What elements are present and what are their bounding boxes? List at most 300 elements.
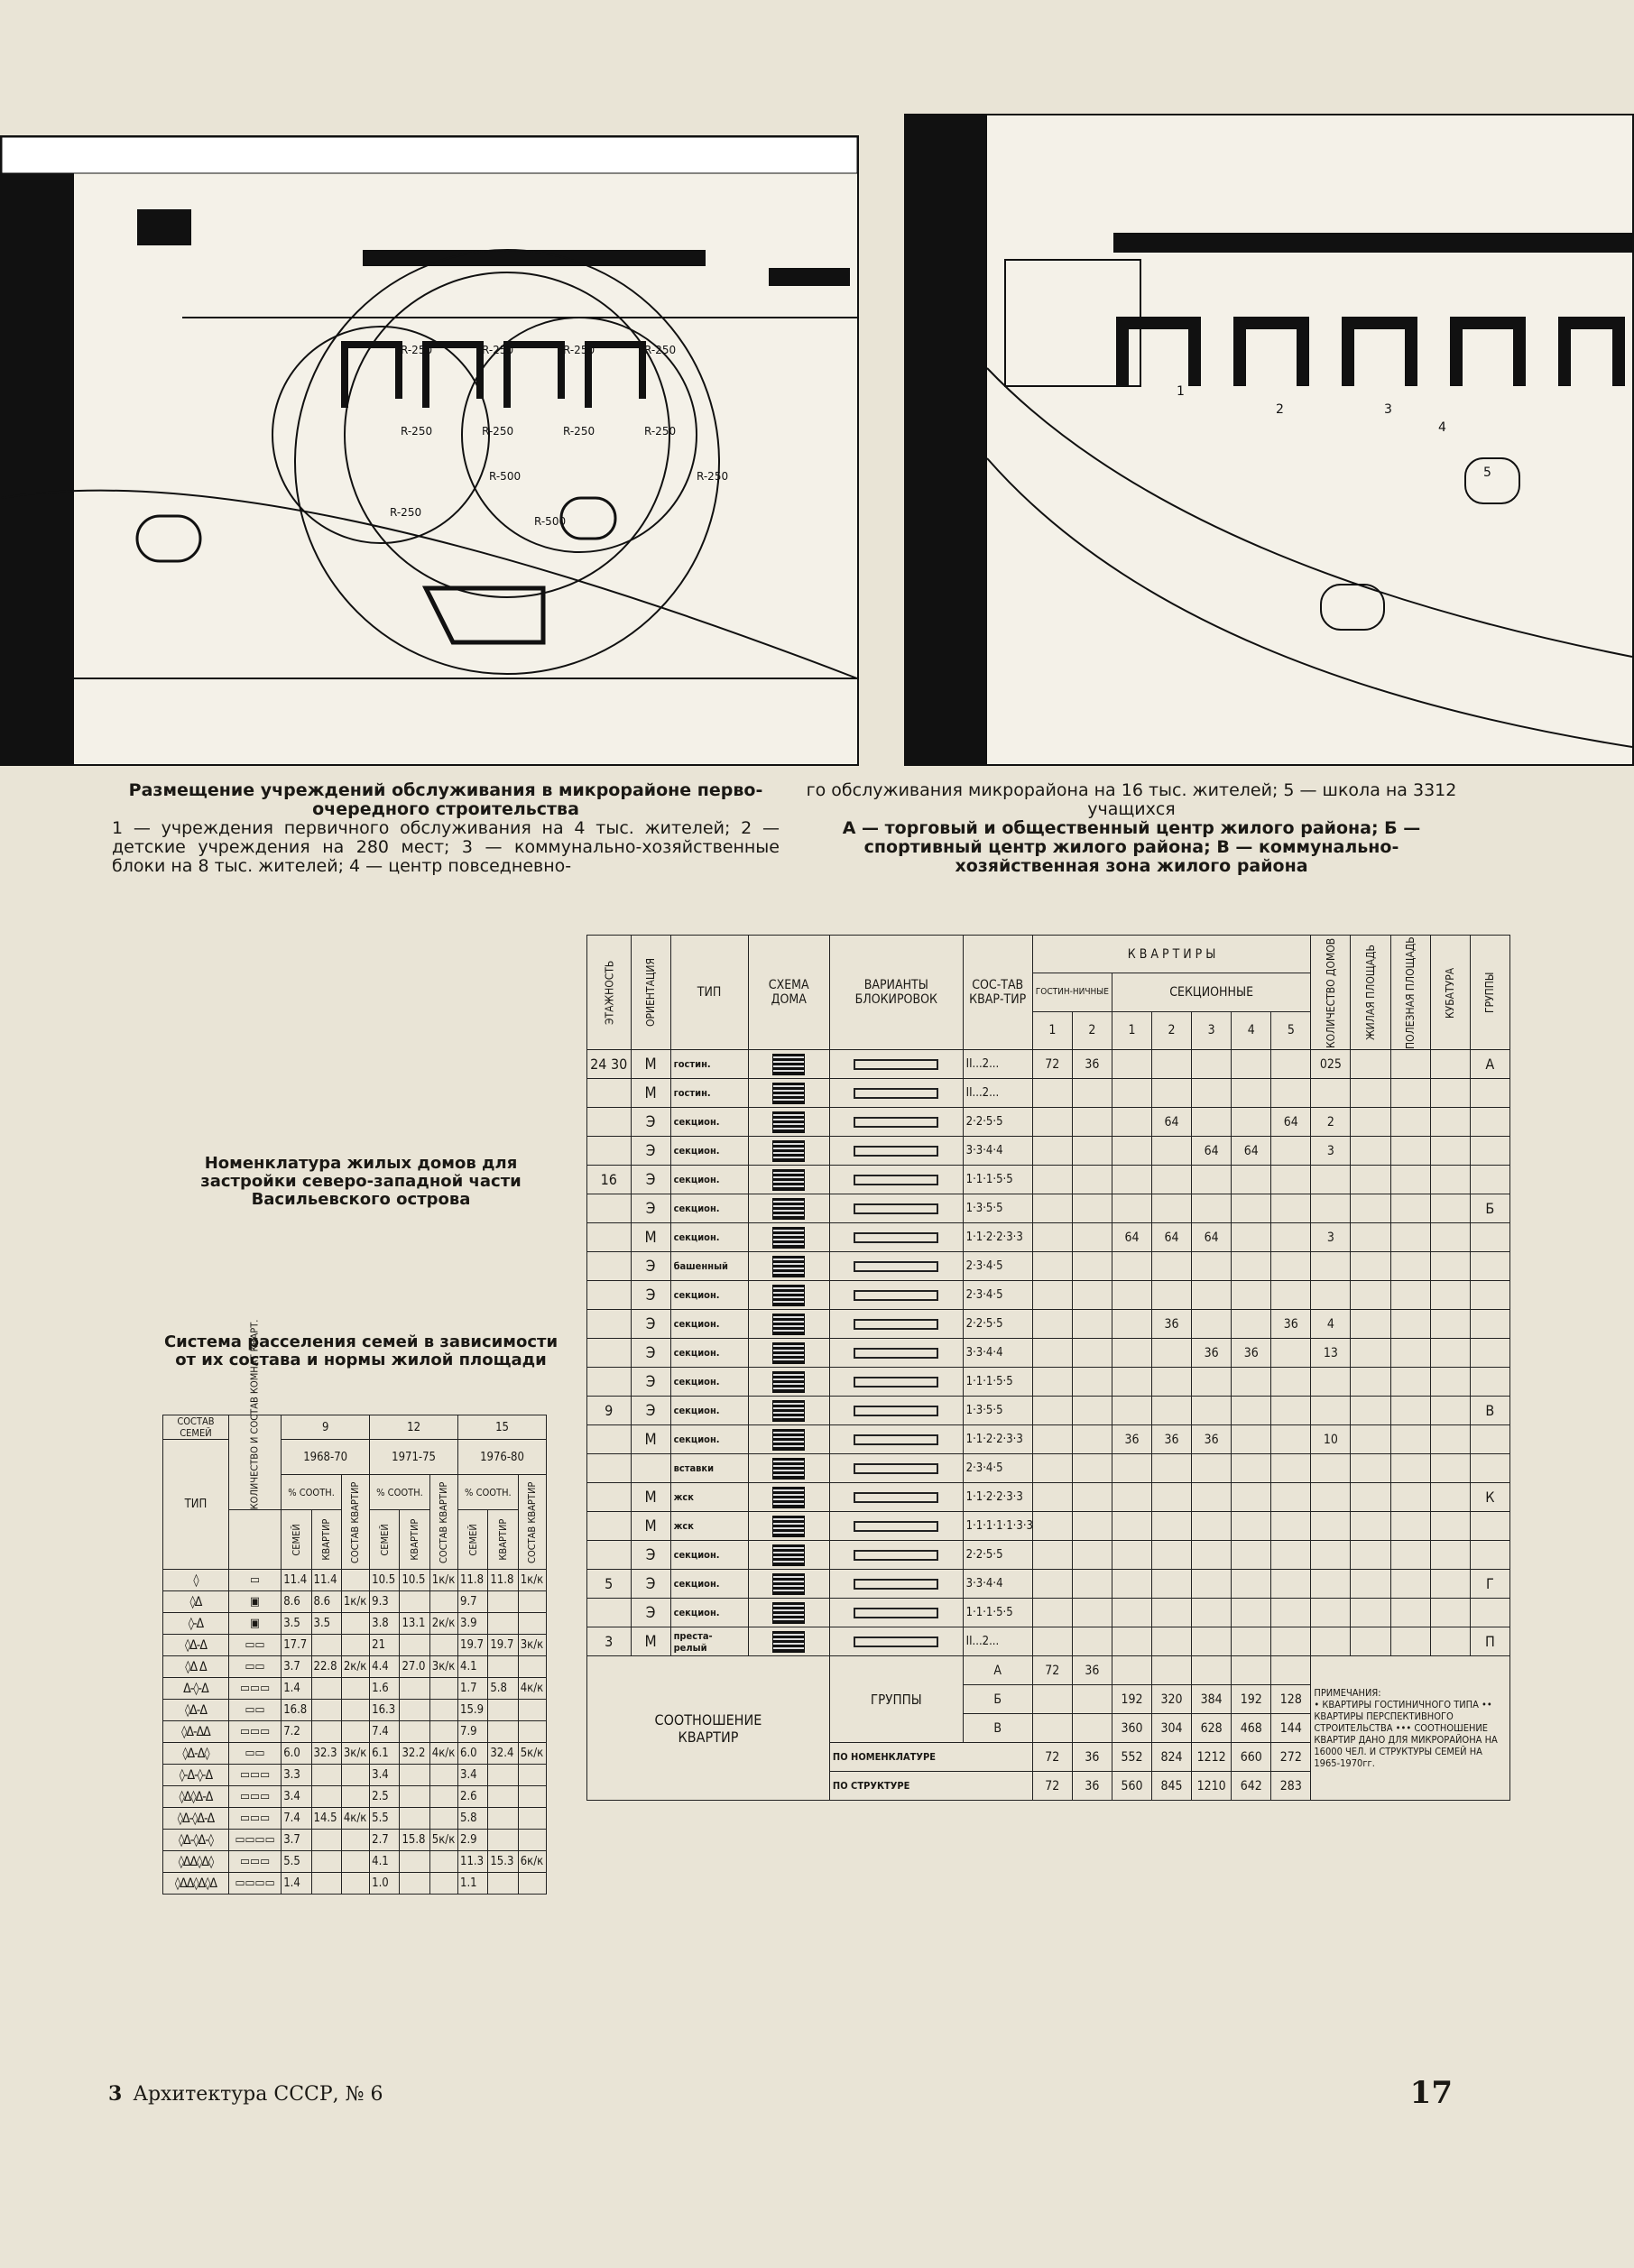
flats-cell [1271,1599,1311,1627]
flats-cell [1192,1252,1232,1281]
family-symbol: ◊ΔΔ◊Δ◊ [163,1851,229,1873]
header-families: СЕМЕЙ [370,1510,400,1570]
table-cell [488,1656,518,1678]
count-cell: 3 [1311,1223,1351,1252]
flats-cell [1072,1223,1112,1252]
orientation-cell: М [631,1050,670,1079]
table-cell [518,1873,546,1895]
table-cell: 5.8 [488,1678,518,1700]
flats-cell: 36 [1271,1310,1311,1339]
flats-cell [1232,1627,1271,1656]
scheme-cell [748,1310,829,1339]
type-cell: секцион. [670,1194,748,1223]
flats-cell [1112,1050,1151,1079]
cubature-cell [1430,1454,1470,1483]
family-symbol: ◊Δ-◊Δ-◊ [163,1830,229,1851]
radius-label: R-250 [390,506,422,519]
variant-cell [829,1599,963,1627]
ratio-cell [1032,1685,1072,1714]
type-cell: секцион. [670,1108,748,1137]
useful-area-cell [1390,1368,1430,1397]
radius-label: R-250 [697,470,729,483]
type-cell: гостин. [670,1079,748,1108]
group-cell [1470,1079,1509,1108]
table-row [587,1137,1510,1166]
flats-cell [1271,1425,1311,1454]
variant-cell [829,1483,963,1512]
table-cell: 2к/к [429,1613,457,1635]
block-plan-icon [854,1146,938,1157]
flats-cell [1152,1137,1192,1166]
composition-cell: 2·3·4·5 [963,1252,1032,1281]
header-section: СЕКЦИОННЫЕ [1112,973,1310,1011]
count-cell [1311,1512,1351,1541]
table-cell: 8.6 [311,1591,341,1613]
table-cell: 4.1 [458,1656,488,1678]
ratio-cell: 36 [1072,1772,1112,1801]
table-cell: 32.2 [400,1743,429,1765]
flats-cell [1152,1079,1192,1108]
composition-cell: 1·1·1·5·5 [963,1599,1032,1627]
ratio-row-label: ПО НОМЕНКЛАТУРЕ [829,1743,1032,1772]
composition-cell: 1·1·1·5·5 [963,1368,1032,1397]
flats-cell: 64 [1152,1108,1192,1137]
count-cell: 10 [1311,1425,1351,1454]
header-variants: ВАРИАНТЫ БЛОКИРОВОК [829,936,963,1050]
orientation-cell: Э [631,1108,670,1137]
cubature-cell [1430,1079,1470,1108]
table-cell [518,1786,546,1808]
flats-cell [1192,1368,1232,1397]
flats-cell: 72 [1032,1050,1072,1079]
family-symbol: ◊Δ-◊Δ-Δ [163,1808,229,1830]
useful-area-cell [1390,1194,1430,1223]
building-icon [772,1429,805,1451]
table-cell: 1.4 [282,1873,311,1895]
table-cell: 2.5 [370,1786,400,1808]
table-cell: 10.5 [370,1570,400,1591]
flats-cell: 64 [1192,1137,1232,1166]
building-icon [772,1342,805,1364]
useful-area-cell [1390,1425,1430,1454]
table-cell [400,1700,429,1721]
table-row [587,1570,1510,1599]
flats-cell [1271,1281,1311,1310]
ratio-cell: 824 [1152,1743,1192,1772]
flats-cell [1271,1627,1311,1656]
living-area-cell [1351,1166,1390,1194]
table-cell: 4.1 [370,1851,400,1873]
header-num: 4 [1232,1011,1271,1049]
useful-area-cell [1390,1570,1430,1599]
useful-area-cell [1390,1541,1430,1570]
scheme-cell [748,1397,829,1425]
type-cell: секцион. [670,1570,748,1599]
flats-cell [1192,1310,1232,1339]
header-period-norm: 12 [370,1415,458,1440]
flats-cell [1072,1194,1112,1223]
header-comp: СОСТАВ КВАРТИР [341,1475,369,1570]
flats-cell [1072,1079,1112,1108]
room-icon: ▭▭▭▭ [228,1830,281,1851]
orientation-cell: М [631,1483,670,1512]
table-cell [488,1786,518,1808]
table-cell [488,1613,518,1635]
composition-cell: 1·1·2·2·3·3 [963,1425,1032,1454]
flats-cell [1232,1310,1271,1339]
flats-cell [1192,1570,1232,1599]
living-area-cell [1351,1425,1390,1454]
flats-cell [1232,1397,1271,1425]
flats-cell [1072,1339,1112,1368]
room-icon: ▭▭▭ [228,1678,281,1700]
table-cell: 11.4 [282,1570,311,1591]
table-cell: 3.5 [311,1613,341,1635]
cubature-cell [1430,1050,1470,1079]
cubature-cell [1430,1194,1470,1223]
flats-cell [1232,1570,1271,1599]
flats-cell [1072,1397,1112,1425]
building-icon [772,1487,805,1508]
variant-cell [829,1166,963,1194]
flats-cell: 64 [1152,1223,1192,1252]
group-cell: А [1470,1050,1509,1079]
variant-cell [829,1454,963,1483]
header-family: СОСТАВ СЕМЕЙ [163,1415,229,1440]
orientation-cell: Э [631,1137,670,1166]
flats-cell [1112,1599,1151,1627]
table-cell [311,1765,341,1786]
variant-cell [829,1310,963,1339]
count-cell [1311,1194,1351,1223]
table-cell [400,1678,429,1700]
table-cell [518,1721,546,1743]
flats-cell [1232,1079,1271,1108]
table-cell: 27.0 [400,1656,429,1678]
group-cell [1470,1166,1509,1194]
flats-cell [1271,1050,1311,1079]
table-cell [341,1830,369,1851]
room-icon: ▭▭▭ [228,1786,281,1808]
flats-cell [1232,1166,1271,1194]
room-icon: ▣ [228,1591,281,1613]
flats-cell [1032,1310,1072,1339]
useful-area-cell [1390,1483,1430,1512]
useful-area-cell [1390,1252,1430,1281]
type-cell: гостин. [670,1050,748,1079]
flats-cell [1032,1079,1072,1108]
flats-cell [1072,1252,1112,1281]
table-cell: 4к/к [429,1743,457,1765]
flats-cell [1032,1397,1072,1425]
table-row [163,1613,547,1635]
flats-cell [1152,1454,1192,1483]
radius-label: R-250 [401,425,433,438]
header-living-area: ЖИЛАЯ ПЛОЩАДЬ [1351,936,1390,1050]
variant-cell [829,1281,963,1310]
radius-label: R-250 [644,344,677,356]
variant-cell [829,1627,963,1656]
useful-area-cell [1390,1512,1430,1541]
table-cell [341,1873,369,1895]
ratio-cell [1112,1656,1151,1685]
orientation-cell: М [631,1079,670,1108]
flats-cell [1072,1368,1112,1397]
table-row [163,1743,547,1765]
block-plan-icon [854,1203,938,1214]
table-cell: 1.1 [458,1873,488,1895]
flats-cell [1232,1108,1271,1137]
floors-cell: 9 [587,1397,632,1425]
building-icon [772,1516,805,1537]
flats-cell [1232,1194,1271,1223]
flats-cell [1271,1512,1311,1541]
useful-area-cell [1390,1223,1430,1252]
table-row [587,1454,1510,1483]
table-cell [400,1808,429,1830]
building-icon [772,1256,805,1277]
header-num: 1 [1032,1011,1072,1049]
table-cell [400,1591,429,1613]
flats-cell [1152,1397,1192,1425]
count-cell [1311,1454,1351,1483]
family-symbol: Δ-◊-Δ [163,1678,229,1700]
flats-cell [1152,1050,1192,1079]
group-cell [1470,1252,1509,1281]
floors-cell [587,1137,632,1166]
cubature-cell [1430,1252,1470,1281]
flats-cell [1271,1194,1311,1223]
ratio-cell: 72 [1032,1743,1072,1772]
flats-cell [1032,1627,1072,1656]
table-row [587,1281,1510,1310]
variant-cell [829,1368,963,1397]
ratio-row-label: ПО СТРУКТУРЕ [829,1772,1032,1801]
useful-area-cell [1390,1108,1430,1137]
flats-cell [1192,1627,1232,1656]
table-cell: 5к/к [429,1830,457,1851]
block-plan-icon [854,1608,938,1618]
table-row [163,1700,547,1721]
table-cell [518,1613,546,1635]
header-period-years: 1968-70 [282,1440,370,1475]
flats-cell [1032,1166,1072,1194]
composition-cell: 2·2·5·5 [963,1310,1032,1339]
ratio-cell: 128 [1271,1685,1311,1714]
room-icon: ▭▭ [228,1656,281,1678]
header-flats: КВАРТИР [488,1510,518,1570]
ratio-cell [1032,1714,1072,1743]
flats-cell [1271,1223,1311,1252]
flats-cell [1032,1368,1072,1397]
family-symbol: ◊Δ Δ [163,1656,229,1678]
flats-cell [1112,1397,1151,1425]
floors-cell: 16 [587,1166,632,1194]
header-type: ТИП [163,1440,229,1570]
footer-journal [108,2082,383,2106]
ratio-cell: 360 [1112,1714,1151,1743]
building-icon [772,1371,805,1393]
table-cell: 15.3 [488,1851,518,1873]
flats-cell [1152,1599,1192,1627]
flats-cell: 36 [1192,1339,1232,1368]
table-cell: 16.8 [282,1700,311,1721]
floors-cell [587,1281,632,1310]
block-plan-icon [854,1348,938,1359]
type-cell: секцион. [670,1397,748,1425]
ratio-label: СООТНОШЕНИЕ [654,1710,762,1729]
flats-cell [1192,1397,1232,1425]
count-cell: 2 [1311,1108,1351,1137]
table-row [587,1050,1510,1079]
ratio-cell [1232,1656,1271,1685]
family-symbol: ◊ [163,1570,229,1591]
flats-cell [1192,1454,1232,1483]
group-cell: Г [1470,1570,1509,1599]
scheme-cell [748,1050,829,1079]
block-plan-icon [854,1117,938,1128]
table-cell: 7.2 [282,1721,311,1743]
flats-cell [1192,1166,1232,1194]
table-cell [429,1591,457,1613]
table-row [587,1397,1510,1425]
floors-cell: 24 30 [587,1050,632,1079]
type-cell: секцион. [670,1166,748,1194]
table-row [163,1873,547,1895]
flats-cell [1152,1194,1192,1223]
building-icon [772,1573,805,1595]
flats-cell: 64 [1271,1108,1311,1137]
ratio-cell [1152,1656,1192,1685]
table-cell: 5.5 [282,1851,311,1873]
table-cell [311,1700,341,1721]
header-composition: СОС-ТАВ КВАР-ТИР [963,936,1032,1050]
count-cell [1311,1483,1351,1512]
header-rooms: КОЛИЧЕСТВО И СОСТАВ КОМНАТ КВАРТ. [228,1415,281,1510]
building-icon [772,1111,805,1133]
radius-label: R-250 [563,425,595,438]
header-type: ТИП [670,936,748,1050]
flats-cell [1232,1512,1271,1541]
table-cell: 21 [370,1635,400,1656]
flats-cell [1192,1079,1232,1108]
table-cell: 11.4 [311,1570,341,1591]
flats-cell [1032,1570,1072,1599]
header-pct: % СООТН. [282,1475,342,1510]
building-icon [772,1544,805,1566]
flats-cell [1072,1570,1112,1599]
variant-cell [829,1079,963,1108]
orientation-cell: Э [631,1570,670,1599]
flats-cell [1192,1050,1232,1079]
header-floors: ЭТАЖНОСТЬ [587,936,632,1050]
living-area-cell [1351,1194,1390,1223]
cubature-cell [1430,1223,1470,1252]
table-cell: 9.3 [370,1591,400,1613]
table-cell: 3.9 [458,1613,488,1635]
variant-cell [829,1137,963,1166]
flats-cell [1032,1425,1072,1454]
composition-cell: II...2... [963,1627,1032,1656]
plan-caption-right [792,781,1471,876]
table-row [587,1166,1510,1194]
table-cell: 2.6 [458,1786,488,1808]
flats-cell [1112,1627,1151,1656]
composition-cell: 2·3·4·5 [963,1454,1032,1483]
caption-continuation: го обслуживания микрорайона на 16 тыс. жителей; 5 — школа на 3312 учащихся [806,780,1457,819]
scheme-cell [748,1108,829,1137]
flats-cell [1032,1137,1072,1166]
table-cell [429,1851,457,1873]
plan-marker: 4 [1438,420,1446,435]
table-cell: 3к/к [429,1656,457,1678]
flats-cell [1152,1483,1192,1512]
room-icon: ▭▭▭ [228,1808,281,1830]
plan-marker: 3 [1384,402,1392,417]
flats-cell [1032,1483,1072,1512]
flats-cell [1112,1252,1151,1281]
caption-title: Размещение учреждений обслуживания в микрорайоне перво-очередного строительства [128,780,763,819]
family-symbol: ◊Δ-ΔΔ [163,1721,229,1743]
table-cell [429,1873,457,1895]
table-cell: 1.6 [370,1678,400,1700]
building-icon [772,1083,805,1104]
count-cell [1311,1166,1351,1194]
scheme-cell [748,1281,829,1310]
room-icon: ▣ [228,1613,281,1635]
table-row [587,1483,1510,1512]
type-cell: секцион. [670,1599,748,1627]
group-cell: Б [1470,1194,1509,1223]
table-row [587,1368,1510,1397]
flats-cell [1072,1599,1112,1627]
useful-area-cell [1390,1166,1430,1194]
flats-cell: 36 [1112,1425,1151,1454]
table-row [163,1591,547,1613]
flats-cell [1152,1570,1192,1599]
useful-area-cell [1390,1627,1430,1656]
group-cell: П [1470,1627,1509,1656]
flats-cell [1152,1281,1192,1310]
orientation-cell: М [631,1512,670,1541]
ratio-cell: 72 [1032,1656,1072,1685]
building-icon [772,1314,805,1335]
floors-cell [587,1454,632,1483]
living-area-cell [1351,1339,1390,1368]
header-num: 1 [1112,1011,1151,1049]
family-symbol: ◊-Δ [163,1613,229,1635]
orientation-cell: Э [631,1368,670,1397]
scheme-cell [748,1512,829,1541]
group-cell [1470,1599,1509,1627]
table-cell [311,1873,341,1895]
radius-label: R-500 [534,515,567,528]
flats-cell [1152,1541,1192,1570]
family-symbol: ◊-Δ-◊-Δ [163,1765,229,1786]
scheme-cell [748,1194,829,1223]
table-row [587,1599,1510,1627]
flats-cell [1072,1137,1112,1166]
table-cell: 1к/к [429,1570,457,1591]
ratio-cell [1192,1656,1232,1685]
ratio-cell: 552 [1112,1743,1151,1772]
table-row [163,1721,547,1743]
floors-cell [587,1310,632,1339]
block-plan-icon [854,1232,938,1243]
cubature-cell [1430,1599,1470,1627]
flats-cell [1232,1281,1271,1310]
variant-cell [829,1223,963,1252]
